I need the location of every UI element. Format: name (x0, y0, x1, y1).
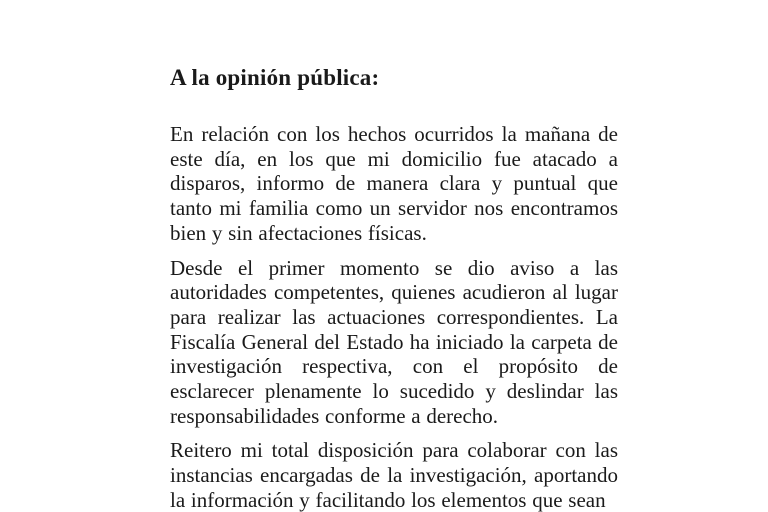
document-heading: A la opinión pública: (170, 65, 380, 90)
statement-paragraph-1: En relación con los hechos ocurridos la mañana de este día, en los que mi domicilio fue atacado a disparos, informo de manera clara y puntual que tanto mi familia como un servidor nos encontramos bien y sin afectaciones físicas. (170, 122, 618, 245)
statement-content (170, 64, 618, 512)
statement-paragraph-3: Reitero mi total disposición para colaborar con las instancias encargadas de la investigación, aportando la información y facilitando los elementos que sean (170, 438, 618, 512)
statement-paragraph-2: Desde el primer momento se dio aviso a las autoridades competentes, quienes acudieron al lugar para realizar las actuaciones correspondientes. La Fiscalía General del Estado ha iniciado la carpeta de investigación respectiva, con el propósito de esclarecer plenamente lo sucedido y deslindar las responsabilidades conforme a derecho. (170, 255, 618, 428)
